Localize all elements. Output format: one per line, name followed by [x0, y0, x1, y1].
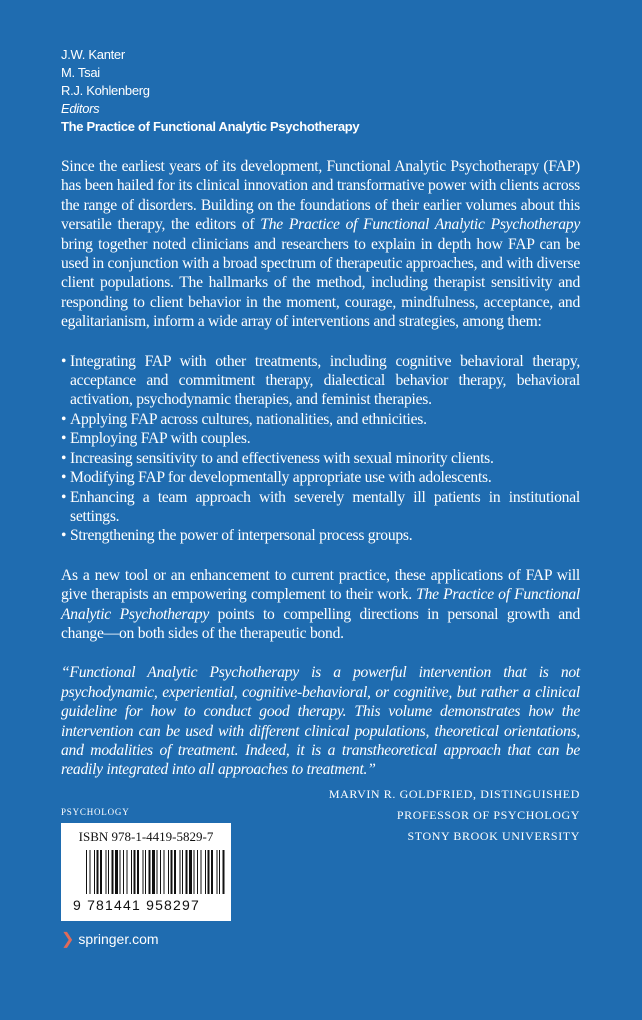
- cover-header: [61, 46, 580, 136]
- text-segment: Since the earliest years of its development, Functional Analytic Psychotherapy (FAP) has been hailed for its clinical innovation and transformative power with clients across the range of disorders. Building on the foundations of their earlier volumes about this versatile therapy, the editors of: [61, 158, 580, 234]
- barcode-bar: [137, 850, 139, 894]
- barcode-bar: [134, 850, 136, 894]
- barcode-bar: [94, 850, 95, 894]
- barcode-bar: [160, 850, 161, 894]
- barcode-digits: 9 781441 958297: [73, 896, 200, 913]
- barcode-bar: [197, 850, 198, 894]
- list-item: • Applying FAP across cultures, nationalities, and ethnicities.: [61, 410, 580, 429]
- list-item: • Employing FAP with couples.: [61, 429, 580, 448]
- author-name: M. Tsai: [61, 65, 100, 80]
- list-item: • Enhancing a team approach with severely mentally ill patients in institutional settings.: [61, 488, 580, 527]
- cover-footer: [61, 784, 580, 949]
- text-segment: points to compelling directions in personal growth and change—on both sides of the therapeutic bond.: [61, 605, 580, 642]
- attribution-line: MARVIN R. GOLDFRIED, DISTINGUISHED: [328, 786, 580, 801]
- isbn-barcode-box: [61, 823, 231, 921]
- list-item: • Modifying FAP for developmentally appropriate use with adolescents.: [61, 468, 580, 487]
- editors-label: Editors: [61, 101, 100, 116]
- author-name: J.W. Kanter: [61, 47, 125, 62]
- endorsement-attribution: [329, 784, 580, 847]
- barcode-bar: [205, 850, 206, 894]
- title-reference: The Practice of Functional Analytic Psychotherapy: [260, 216, 580, 234]
- barcode-bar: [217, 850, 218, 894]
- category-label: PSYCHOLOGY: [61, 806, 130, 817]
- text-segment: bring together noted clinicians and researchers to explain in depth how FAP can be used in conjunction with a broad spectrum of therapeutic approaches, and with diverse client populations. The hallmarks of the method, including therapist sensitivity and responding to client behavior in the moment, courage, mindfulness, acceptance, and egalitarianism, inform a wide array of interventions and strategies, among them:: [61, 235, 580, 331]
- list-item: • Increasing sensitivity to and effectiveness with sexual minority clients.: [61, 449, 580, 468]
- barcode-icon: [86, 850, 226, 894]
- barcode-bar: [174, 850, 176, 894]
- barcode-bar: [131, 850, 132, 894]
- attribution-line: PROFESSOR OF PSYCHOLOGY: [396, 807, 580, 822]
- strategy-list: [61, 352, 580, 546]
- barcode-bar: [208, 850, 210, 894]
- barcode-bar: [127, 850, 128, 894]
- isbn-text: ISBN 978-1-4419-5829-7: [78, 828, 214, 844]
- barcode-bar: [164, 850, 165, 894]
- list-item: • Strengthening the power of interpersonal process groups.: [61, 526, 580, 545]
- barcode-bar: [108, 850, 109, 894]
- barcode-bar: [186, 850, 188, 894]
- book-title: The Practice of Functional Analytic Psychotherapy: [61, 119, 360, 134]
- author-name: R.J. Kohlenberg: [61, 83, 150, 98]
- attribution-line: STONY BROOK UNIVERSITY: [407, 828, 580, 843]
- barcode-bar: [194, 850, 195, 894]
- barcode-bar: [86, 850, 87, 894]
- barcode-bar: [171, 850, 173, 894]
- title-reference: The Practice of Functional Analytic Psychotherapy: [61, 586, 580, 623]
- publisher-link[interactable]: [61, 929, 241, 949]
- barcode-bar: [182, 850, 183, 894]
- barcode-bar: [112, 850, 114, 894]
- website-text: springer.com: [78, 930, 159, 947]
- text-segment: As a new tool or an enhancement to current practice, these applications of FAP will give therapists an empowering complement to their work.: [61, 566, 580, 604]
- barcode-bar: [219, 850, 220, 894]
- barcode-bar: [123, 850, 124, 894]
- barcode-bar: [106, 850, 107, 894]
- barcode-bar: [145, 850, 146, 894]
- barcode-bar: [120, 850, 121, 894]
- barcode-bar: [100, 850, 102, 894]
- chevron-right-icon: ❯: [61, 930, 75, 948]
- barcode-bar: [211, 850, 213, 894]
- barcode-bar: [97, 850, 99, 894]
- barcode-bar: [168, 850, 169, 894]
- barcode-bar: [189, 850, 192, 894]
- barcode-bar: [223, 850, 225, 894]
- barcode-bar: [157, 850, 158, 894]
- barcode-bar: [180, 850, 181, 894]
- description-paragraph: [61, 157, 580, 332]
- barcode-bar: [143, 850, 144, 894]
- barcode-bar: [201, 850, 202, 894]
- list-item: • Integrating FAP with other treatments, including cognitive behavioral therapy, acceptance and commitment therapy, dialectical behavior therapy, behavioral activation, psychodynamic therapies, and feminist therapies.: [61, 352, 580, 410]
- barcode-bar: [115, 850, 118, 894]
- barcode-bar: [152, 850, 155, 894]
- closing-paragraph: [61, 566, 580, 644]
- barcode-bar: [149, 850, 151, 894]
- barcode-bar: [90, 850, 91, 894]
- endorsement-quote: “Functional Analytic Psychotherapy is a powerful intervention that is not psychodynamic, experiential, cognitive-behavioral, or cognitive, but rather a clinical guideline for how to conduct good therapy. This volume demonstrates how the intervention can be used with different clinical populations, theoretical orientations, and modalities of treatment. Indeed, it is a transtheoretical approach that can be readily integrated into all approaches to treatment.”: [61, 664, 580, 779]
- footer-left: [61, 784, 241, 949]
